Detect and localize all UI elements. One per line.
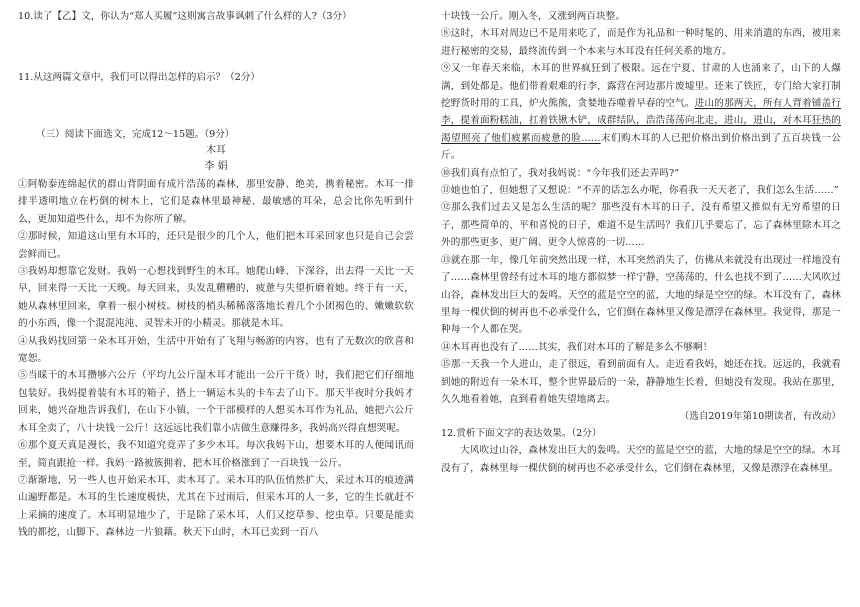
article-author: 李 娟 (204, 161, 228, 172)
section-3-heading: （三）阅读下面选文，完成12～15题。（9分） (36, 129, 235, 140)
article-title: 木耳 (206, 145, 226, 156)
paragraph-9 (441, 60, 841, 164)
paragraph-3: ③我妈却想靠它发财。我妈一心想找到野生的木耳。她爬山峰、下深谷，出去得一天比一天早，回来得一天比一天晚。每天回来，头发乱糟糟的，疲惫与失望折磨着她。终于有一天，她从森林里回来，拿着一根小树枝。树枝的梢头稀稀落落地长着几个小团褐色的、嫩嫩软软的小东西，像一个混混沌沌、灵智未开的小精灵。那就是木耳。 (18, 266, 414, 330)
paragraph-9-text: ⑨又一年春天来临，木耳的世界疯狂到了极限。远在宁夏、甘肃的人也涌来了，山下的人爆满，到处都是。他们带着艰难的行李，露营在河边那片废墟里。还来了铁匠，专门给大家打制挖野货时用的工具，炉火熊熊，贪婪地吞噬着早春的空气。 (441, 63, 841, 110)
paragraph-8: ⑧这时，木耳对周边已不是用来吃了，而是作为礼品和一种时髦的、用来消遣的东西，被用来进行秘密的交易，最终流传到一个本来与木耳没有任何关系的地方。 (441, 28, 841, 57)
question-12: 12.赏析下面文字的表达效果。（2分） (441, 428, 602, 440)
question-11: 11.从这两篇文章中，我们可以得出怎样的启示？（2分） (18, 72, 261, 83)
paragraph-13: ⑬就在那一年，像几年前突然出现一样，木耳突然消失了，仿佛从来就没有出现过一样地没有了……森林里曾经有过木耳的地方都似梦一样宁静，空荡荡的，什么也找不到了……大风吹过山谷，森林发出巨大的轰鸣。天空的蓝是空空的蓝，大地的绿是空空的绿。木耳没有了，森林里每一棵伏倒的树再也不必承受什么，它们倒在森林里又像是漂浮在森林里。我觉得，那是一种每一个人都在哭。 (441, 254, 841, 336)
paragraph-4: ④从我妈找回第一朵木耳开始，生活中开始有了飞翔与畅游的内容，也有了无数次的欣喜和宽恕。 (18, 335, 414, 365)
paragraph-14: ⑭木耳再也没有了……其实，我们对木耳的了解是多么不够啊！ (441, 341, 713, 353)
paragraph-6: ⑥那个夏天真是漫长，我不知道究竟弄了多少木耳。每次我妈下山，想要木耳的人便闻讯而至，简直跟抢一样。我妈一路被簇拥着，把木耳价格涨到了一百块钱一公斤。 (18, 440, 414, 469)
paragraph-15: ⑮那一天我一个人进山，走了很远，看到前面有人。走近看我妈，她还在找。远远的，我就看到她的附近有一朵木耳，整个世界最后的一朵，静静地生长着，但她没有发现。我站在那里，久久地看着她，直到看着她失望地离去。 (441, 359, 841, 405)
paragraph-9-end: 末们购木耳的人已把价格出到价格出到了五百块钱一公斤。 (441, 132, 841, 162)
underlined-sentence: 进山的那两天，所有人背着铺盖行李，提着面粉糕油，扛着铁锹木铲，成群结队，浩浩荡荡向北走，进山，进山，对木耳狂热的渴望照亮了他们疲累而疲惫的脸…… (441, 98, 842, 144)
paragraph-1: ①阿勒泰连绵起伏的群山背阴面有成片浩荡的森林，那里安静、绝美，携着秘密。木耳一排排半透明地立在朽倒的树木上，它们是森林里最神秘、最敏感的耳朵，总会比你先听到什么，更加知道些什么，却不为你所了解。 (18, 179, 414, 225)
paragraph-5: ⑤当睬干的木耳攒够六公斤（平均九公斤湿木耳才能出一公斤干货）时，我们把它们仔细地包装好。我妈提着装有木耳的箱子，搭上一辆运木头的卡车去了山下。那天半夜时分我妈才回来，她兴奋地告诉我们，在山下小镇，一个干部模样的人想买木耳作为礼品，她把六公斤木耳全卖了，八十块钱一公斤！这远远比我们靠小店做生意赚得多，我妈高兴得直想哭呢。 (18, 370, 414, 434)
paragraph-7: ⑦渐渐地，另一些人也开始采木耳、卖木耳了。采木耳的队伍悄然扩大，采过木耳的痕迹满山遍野都是。木耳的生长速度极快，尤其在下过雨后，但采木耳的人一多，它的生长就赶不上采摘的速度了。木耳明显地少了，于是除了采木耳，人们又挖草参、挖虫草。只要是能卖钱的都挖，山脚下、森林边一片狼藉。秋天下山时，木耳已卖到一百八 (18, 474, 414, 539)
answer-space-10 (18, 25, 414, 69)
question-12-quote: 大风吹过山谷，森林发出巨大的轰鸣。天空的蓝是空空的蓝，大地的绿是空空的绿。木耳没有了，森林里每一棵伏倒的树再也不必承受什么，它们倒在森林里，又像是漂浮在森林里。 (441, 445, 841, 474)
paragraph-10: ⑩我们真有点怕了，我对我妈说：“今年我们还去弄吗?” (441, 167, 680, 179)
left-column (18, 8, 414, 542)
paragraph-11: ⑪她也怕了，但她想了又想说：“不弄的话怎么办呢，你看我一天天老了，我们怎么生活……” (441, 185, 839, 197)
question-10: 10.读了【乙】文，你认为“郑人买履”这则寓言故事讽刺了什么样的人?（3分） (18, 11, 352, 22)
paragraph-2: ②那时候，知道这山里有木耳的，还只是很少的几个人，他们把木耳采回家也只是自己会尝尝鲜而已。 (18, 231, 414, 260)
paragraph-12: ⑫那么我们过去又是怎么生活的呢？那些没有木耳的日子，没有希望又推似有无穷希望的日子，那些简单的、平和喜悦的日子，难道不是生活吗？我们几乎要忘了，忘了森林里除木耳之外的那些更多、更广阔、更令人惊喜的一切…… (441, 202, 841, 249)
right-column (441, 8, 841, 477)
answer-space-11 (18, 86, 414, 126)
paragraph-7-cont: 十块钱一公斤。刚入冬，又涨到两百块整。 (441, 11, 626, 22)
article-source: （选自2019年第10期读者，有改动） (679, 411, 841, 423)
